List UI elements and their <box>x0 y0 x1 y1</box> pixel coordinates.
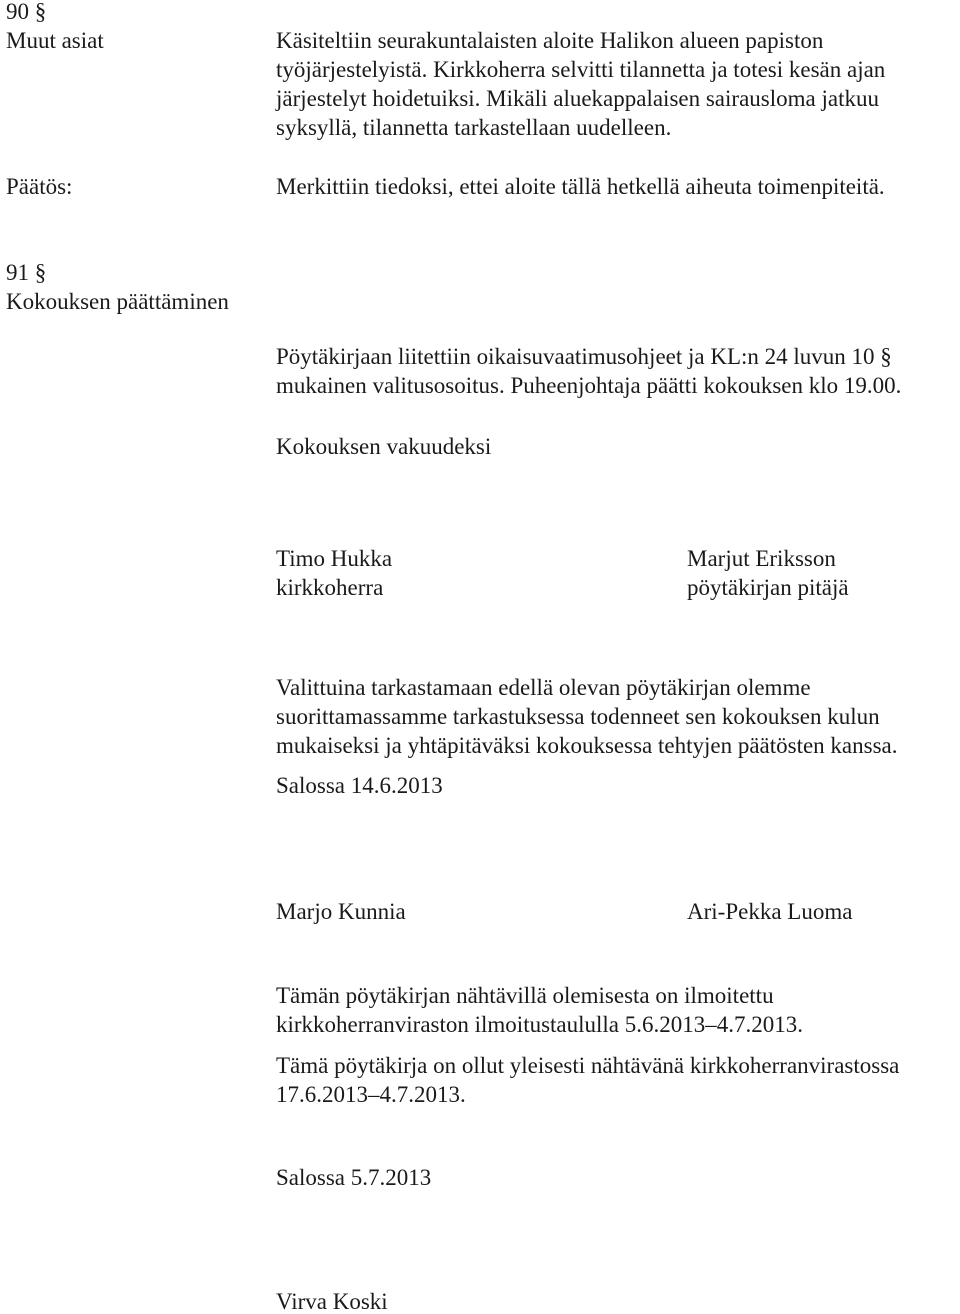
notice-2-line: 17.6.2013–4.7.2013. <box>276 1082 466 1107</box>
section-91-body <box>276 342 901 400</box>
notice-1-line: Tämän pöytäkirjan nähtävillä olemisesta on ilmoitettu <box>276 983 774 1008</box>
review-place-date: Salossa 14.6.2013 <box>276 773 443 798</box>
section-90-body-line: työjärjestelyistä. Kirkkoherra selvitti tilannetta ja totesi kesän ajan <box>276 57 886 82</box>
section-91-title: Kokouksen päättäminen <box>6 289 229 314</box>
decision-label: Päätös: <box>6 174 73 199</box>
review-line: mukaiseksi ja yhtäpitäväksi kokouksessa tehtyjen päätösten kanssa. <box>276 733 898 758</box>
review-text <box>276 673 898 760</box>
section-90-body-line: syksyllä, tilannetta tarkastellaan uudelleen. <box>276 115 672 140</box>
signer-right-role: pöytäkirjan pitäjä <box>687 575 849 600</box>
section-90-body-line: Käsiteltiin seurakuntalaisten aloite Halikon alueen papiston <box>276 28 824 53</box>
reviewer-left-name: Marjo Kunnia <box>276 899 406 924</box>
section-90-title: Muut asiat <box>6 28 104 53</box>
section-90-body <box>276 26 885 142</box>
review-line: suorittamassamme tarkastuksessa todenneet sen kokouksen kulun <box>276 704 880 729</box>
review-line: Valittuina tarkastamaan edellä olevan pöytäkirjan olemme <box>276 675 811 700</box>
signer-right-name: Marjut Eriksson <box>687 546 836 571</box>
notice-place-date: Salossa 5.7.2013 <box>276 1165 432 1190</box>
notice-1 <box>276 981 803 1039</box>
signer-left-name: Timo Hukka <box>276 546 393 571</box>
section-91-number: 91 § <box>6 260 47 285</box>
notice-2-line: Tämä pöytäkirja on ollut yleisesti nähtävänä kirkkoherranvirastossa <box>276 1053 900 1078</box>
section-91-body-line: Pöytäkirjaan liitettiin oikaisuvaatimusohjeet ja KL:n 24 luvun 10 § <box>276 344 892 369</box>
certification-heading: Kokouksen vakuudeksi <box>276 434 492 459</box>
reviewer-right-name: Ari-Pekka Luoma <box>687 899 853 924</box>
decision-text: Merkittiin tiedoksi, ettei aloite tällä hetkellä aiheuta toimenpiteitä. <box>276 174 885 199</box>
notice-1-line: kirkkoherranviraston ilmoitustaululla 5.6.2013–4.7.2013. <box>276 1012 804 1037</box>
section-90-body-line: järjestelyt hoidetuiksi. Mikäli aluekappalaisen sairausloma jatkuu <box>276 86 879 111</box>
section-90-number: 90 § <box>6 0 47 24</box>
section-91-body-line: mukainen valitusosoitus. Puheenjohtaja päätti kokouksen klo 19.00. <box>276 373 902 398</box>
notice-signer-name: Virva Koski <box>276 1289 388 1314</box>
signer-left-role: kirkkoherra <box>276 575 384 600</box>
notice-2 <box>276 1051 899 1109</box>
